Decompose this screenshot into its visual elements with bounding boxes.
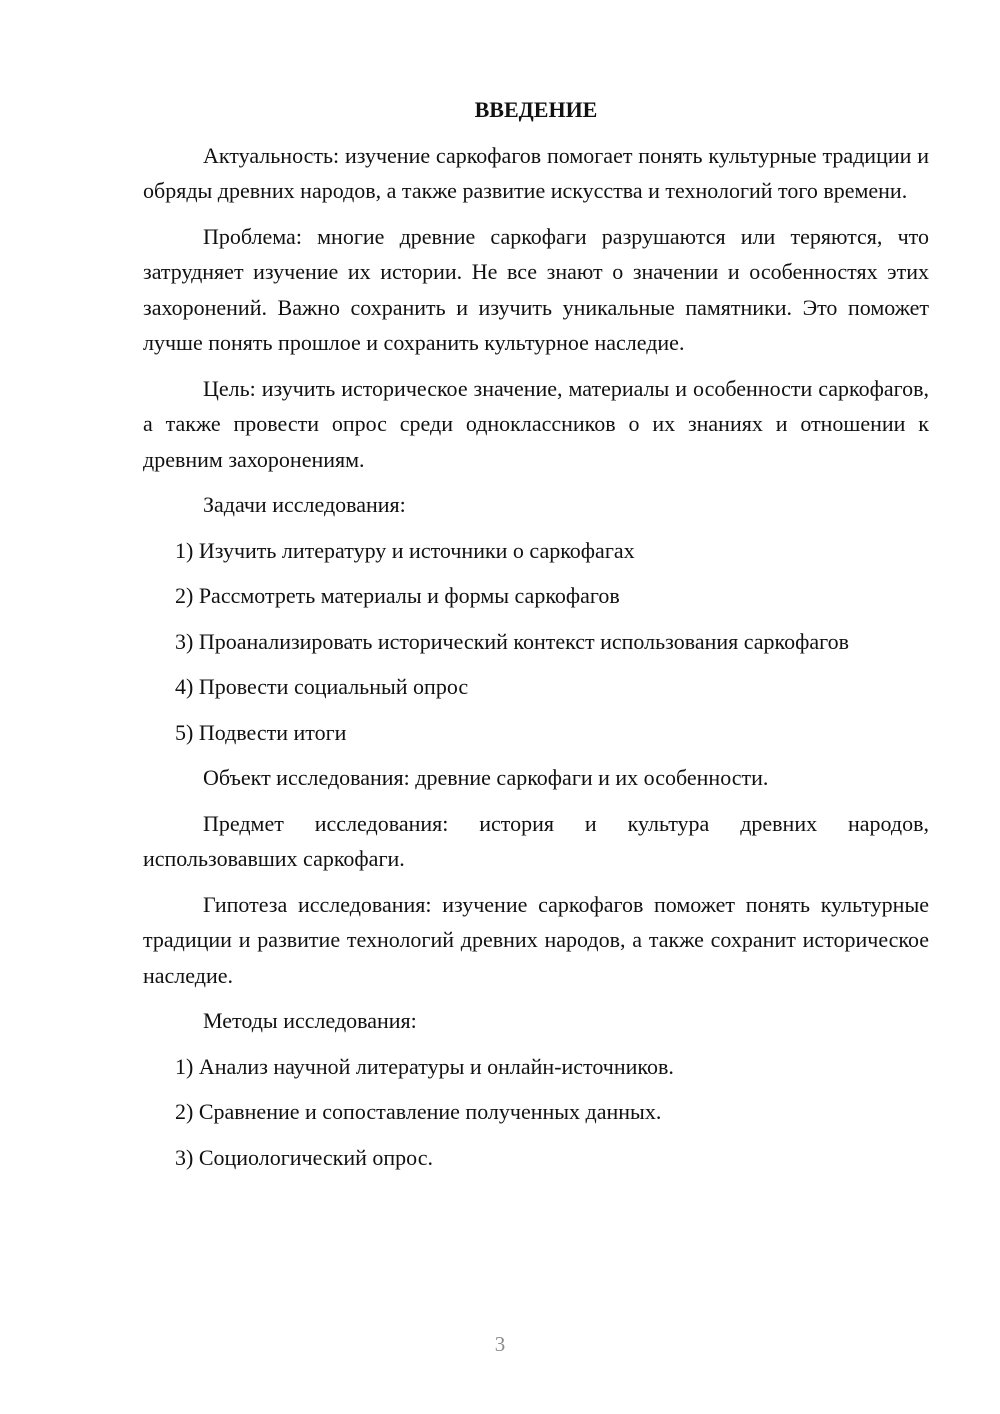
list-item: 1) Изучить литературу и источники о саркофагах xyxy=(175,537,635,563)
subject-paragraph: Предмет исследования: история и культура древних народов, использовавших саркофаги. xyxy=(143,810,929,871)
hypothesis-paragraph: Гипотеза исследования: изучение саркофагов поможет понять культурные традиции и развитие технологий древних народов, а также сохранит историческое наследие. xyxy=(143,891,929,988)
problem-paragraph: Проблема: многие древние саркофаги разрушаются или теряются, что затрудняет изучение их истории. Не все знают о значении и особенностях этих захоронений. Важно сохранить и изучить уникальные памятники. Это поможет лучше понять прошлое и сохранить культурное наследие. xyxy=(143,223,929,355)
list-item: 1) Анализ научной литературы и онлайн-источников. xyxy=(175,1053,674,1079)
tasks-list xyxy=(143,533,929,751)
relevance-paragraph: Актуальность: изучение саркофагов помогает понять культурные традиции и обряды древних народов, а также развитие искусства и технологий того времени. xyxy=(143,142,929,203)
list-item: 2) Сравнение и сопоставление полученных данных. xyxy=(175,1099,662,1124)
methods-heading: Методы исследования: xyxy=(203,1008,417,1033)
list-item: 4) Провести социальный опрос xyxy=(175,674,469,699)
page-number: 3 xyxy=(494,1332,506,1356)
document-page xyxy=(143,92,929,1185)
list-item: 2) Рассмотреть материалы и формы саркофагов xyxy=(175,583,620,608)
goal-paragraph: Цель: изучить историческое значение, материалы и особенности саркофагов, а также провести опрос среди одноклассников о их знаниях и отношении к древним захоронениям. xyxy=(143,375,929,472)
list-item: 5) Подвести итоги xyxy=(175,719,347,745)
list-item: 3) Социологический опрос. xyxy=(175,1144,433,1170)
methods-list xyxy=(143,1049,929,1176)
list-item: 3) Проанализировать исторический контекст использования саркофагов xyxy=(175,628,849,654)
section-title: ВВЕДЕНИЕ xyxy=(474,97,598,122)
object-paragraph: Объект исследования: древние саркофаги и их особенности. xyxy=(203,765,769,790)
tasks-heading: Задачи исследования: xyxy=(203,492,406,517)
